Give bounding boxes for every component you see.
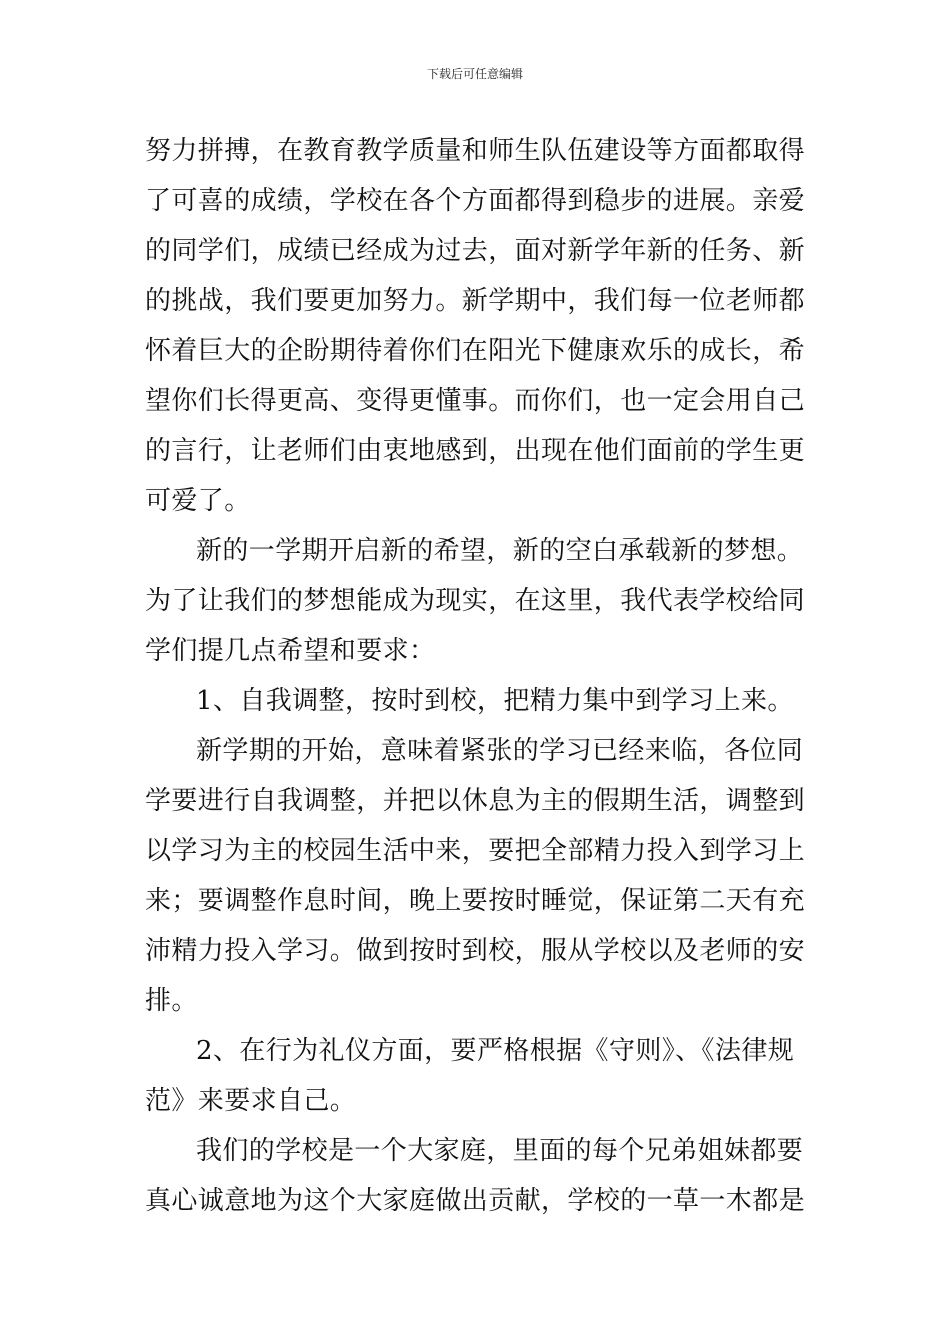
- text-line: 望你们长得更高、变得更懂事。而你们，也一定会用自己: [145, 386, 806, 416]
- text-line: 我们的学校是一个大家庭，里面的每个兄弟姐妹都要: [196, 1136, 804, 1166]
- text-line: 2、在行为礼仪方面，要严格根据《守则》、《法律规: [196, 1036, 795, 1066]
- text-line: 了可喜的成绩，学校在各个方面都得到稳步的进展。亲爱: [145, 186, 806, 216]
- text-line: 以学习为主的校园生活中来，要把全部精力投入到学习上: [145, 836, 806, 866]
- text-line: 排。: [145, 986, 198, 1016]
- text-line: 的言行，让老师们由衷地感到，出现在他们面前的学生更: [145, 436, 806, 466]
- text-line: 怀着巨大的企盼期待着你们在阳光下健康欢乐的成长，希: [145, 336, 806, 366]
- text-line: 努力拼搏，在教育教学质量和师生队伍建设等方面都取得: [145, 136, 806, 166]
- page-header: 下载后可任意编辑: [426, 67, 523, 81]
- text-line: 新学期的开始，意味着紧张的学习已经来临，各位同: [196, 736, 804, 766]
- text-line: 学要进行自我调整，并把以休息为主的假期生活，调整到: [145, 786, 806, 816]
- text-line: 为了让我们的梦想能成为现实，在这里，我代表学校给同: [145, 586, 806, 616]
- text-line: 学们提几点希望和要求：: [145, 636, 436, 666]
- text-line: 的同学们，成绩已经成为过去，面对新学年新的任务、新: [145, 236, 806, 266]
- text-line: 1、自我调整，按时到校，把精力集中到学习上来。: [196, 686, 794, 716]
- text-line: 来；要调整作息时间，晚上要按时睡觉，保证第二天有充: [145, 886, 806, 916]
- document-body: [145, 126, 810, 1226]
- text-line: 新的一学期开启新的希望，新的空白承载新的梦想。: [196, 536, 804, 566]
- text-line: 沛精力投入学习。做到按时到校，服从学校以及老师的安: [145, 936, 806, 966]
- text-line: 范》来要求自己。: [145, 1086, 357, 1116]
- text-line: 可爱了。: [145, 486, 251, 516]
- text-line: 真心诚意地为这个大家庭做出贡献，学校的一草一木都是: [145, 1186, 806, 1216]
- text-line: 的挑战，我们要更加努力。新学期中，我们每一位老师都: [145, 286, 806, 316]
